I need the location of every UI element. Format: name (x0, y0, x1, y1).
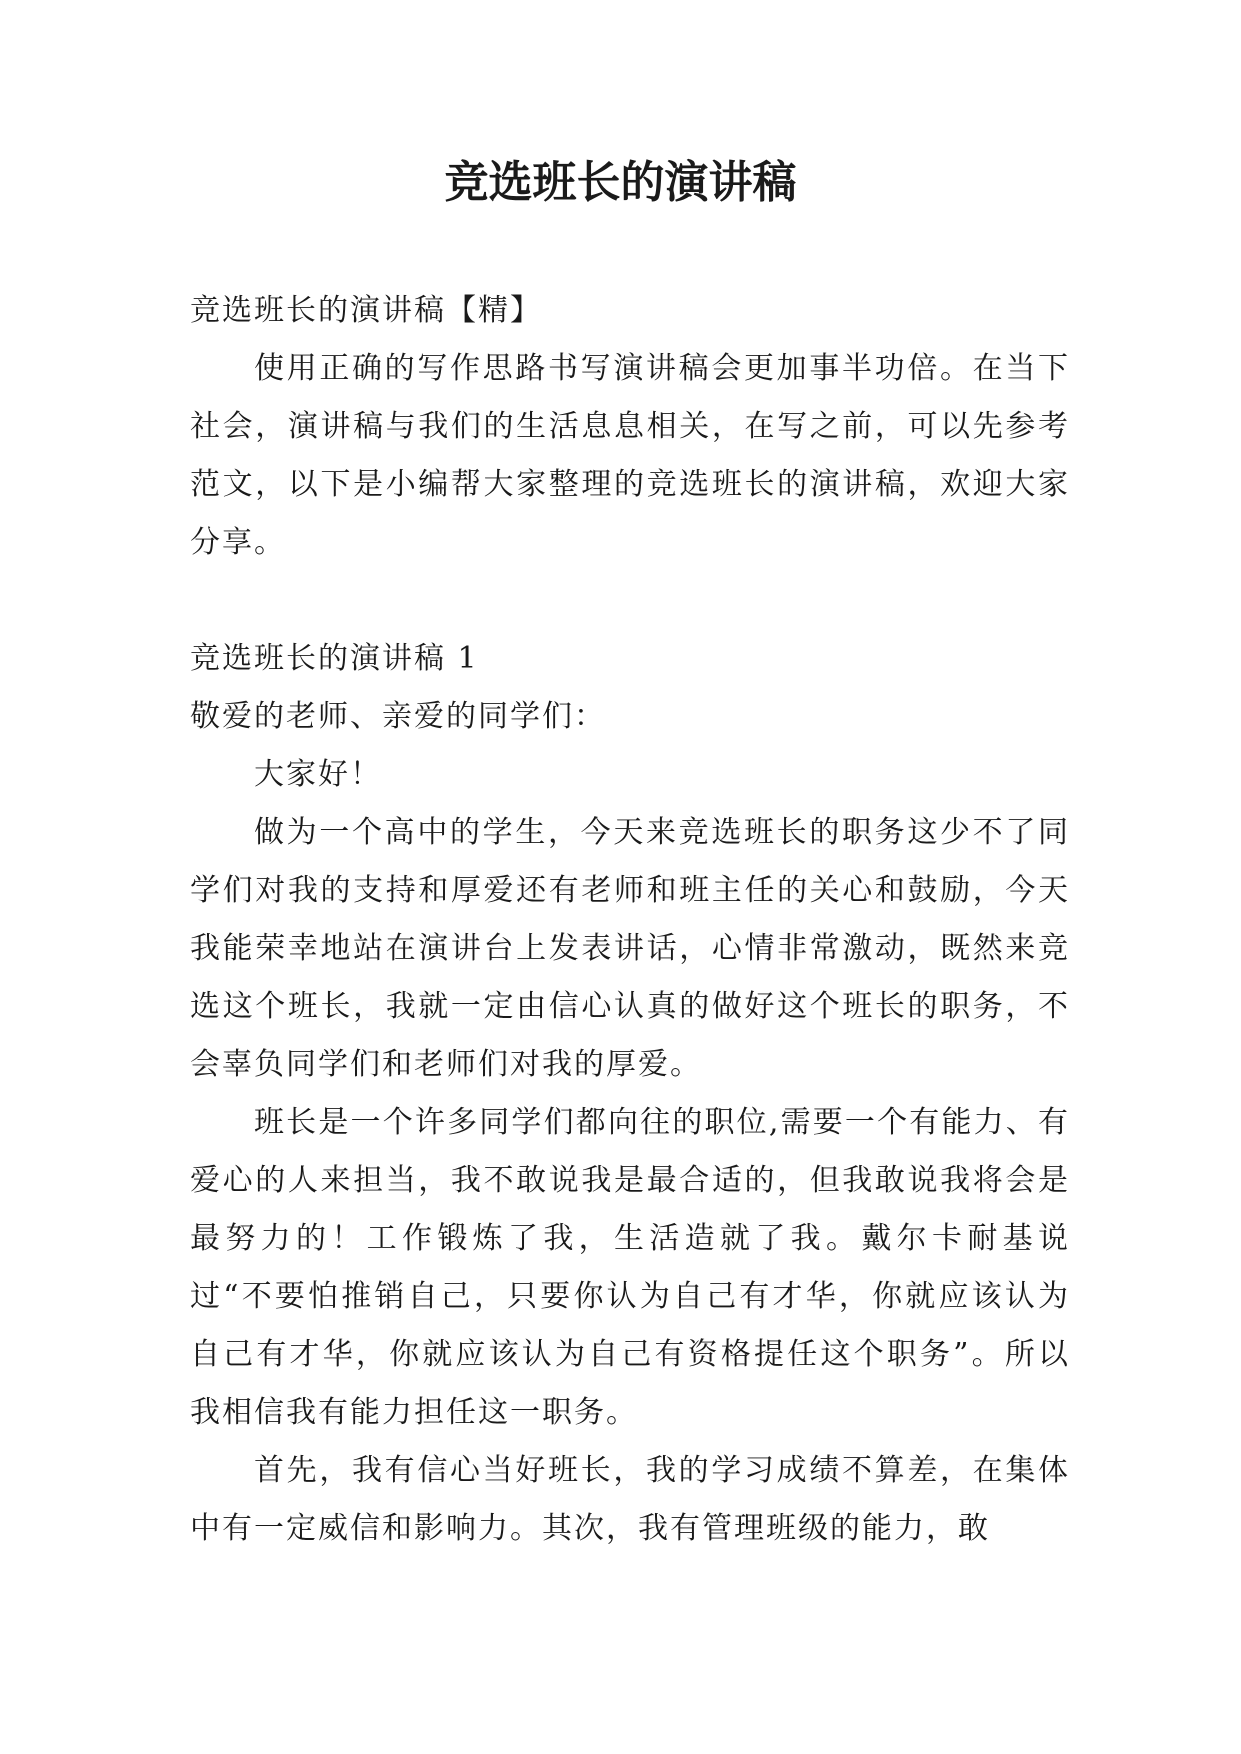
document-title: 竞选班长的演讲稿 (444, 157, 797, 208)
section-spacer (190, 572, 1070, 630)
document-subtitle: 竞选班长的演讲稿【精】 (190, 293, 542, 328)
body-paragraph: 首先，我有信心当好班长，我的学习成绩不算差，在集体中有一定威信和影响力。其次，我有管理班级的能力，敢 (190, 1453, 1070, 1546)
body-paragraph: 做为一个高中的学生，今天来竞选班长的职务这少不了同学们对我的支持和厚爱还有老师和班主任的关心和鼓励，今天我能荣幸地站在演讲台上发表讲话，心情非常激动，既然来竞选这个班长，我就一定由信心认真的做好这个班长的职务，不会辜负同学们和老师们对我的厚爱。 (190, 815, 1070, 1082)
salutation: 敬爱的老师、亲爱的同学们： (190, 699, 606, 734)
body-paragraph: 班长是一个许多同学们都向往的职位,需要一个有能力、有爱心的人来担当，我不敢说我是最合适的，但我敢说我将会是最努力的！工作锻炼了我，生活造就了我。戴尔卡耐基说过“不要怕推销自己，只要你认为自己有才华，你就应该认为自己有才华，你就应该认为自己有资格提任这个职务”。所以我相信我有能力担任这一职务。 (190, 1105, 1070, 1430)
section-heading: 竞选班长的演讲稿 1 (190, 641, 479, 676)
intro-paragraph: 使用正确的写作思路书写演讲稿会更加事半功倍。在当下社会，演讲稿与我们的生活息息相关，在写之前，可以先参考范文，以下是小编帮大家整理的竞选班长的演讲稿，欢迎大家分享。 (190, 351, 1070, 560)
document-body (190, 282, 1070, 1558)
greeting: 大家好！ (254, 757, 382, 792)
